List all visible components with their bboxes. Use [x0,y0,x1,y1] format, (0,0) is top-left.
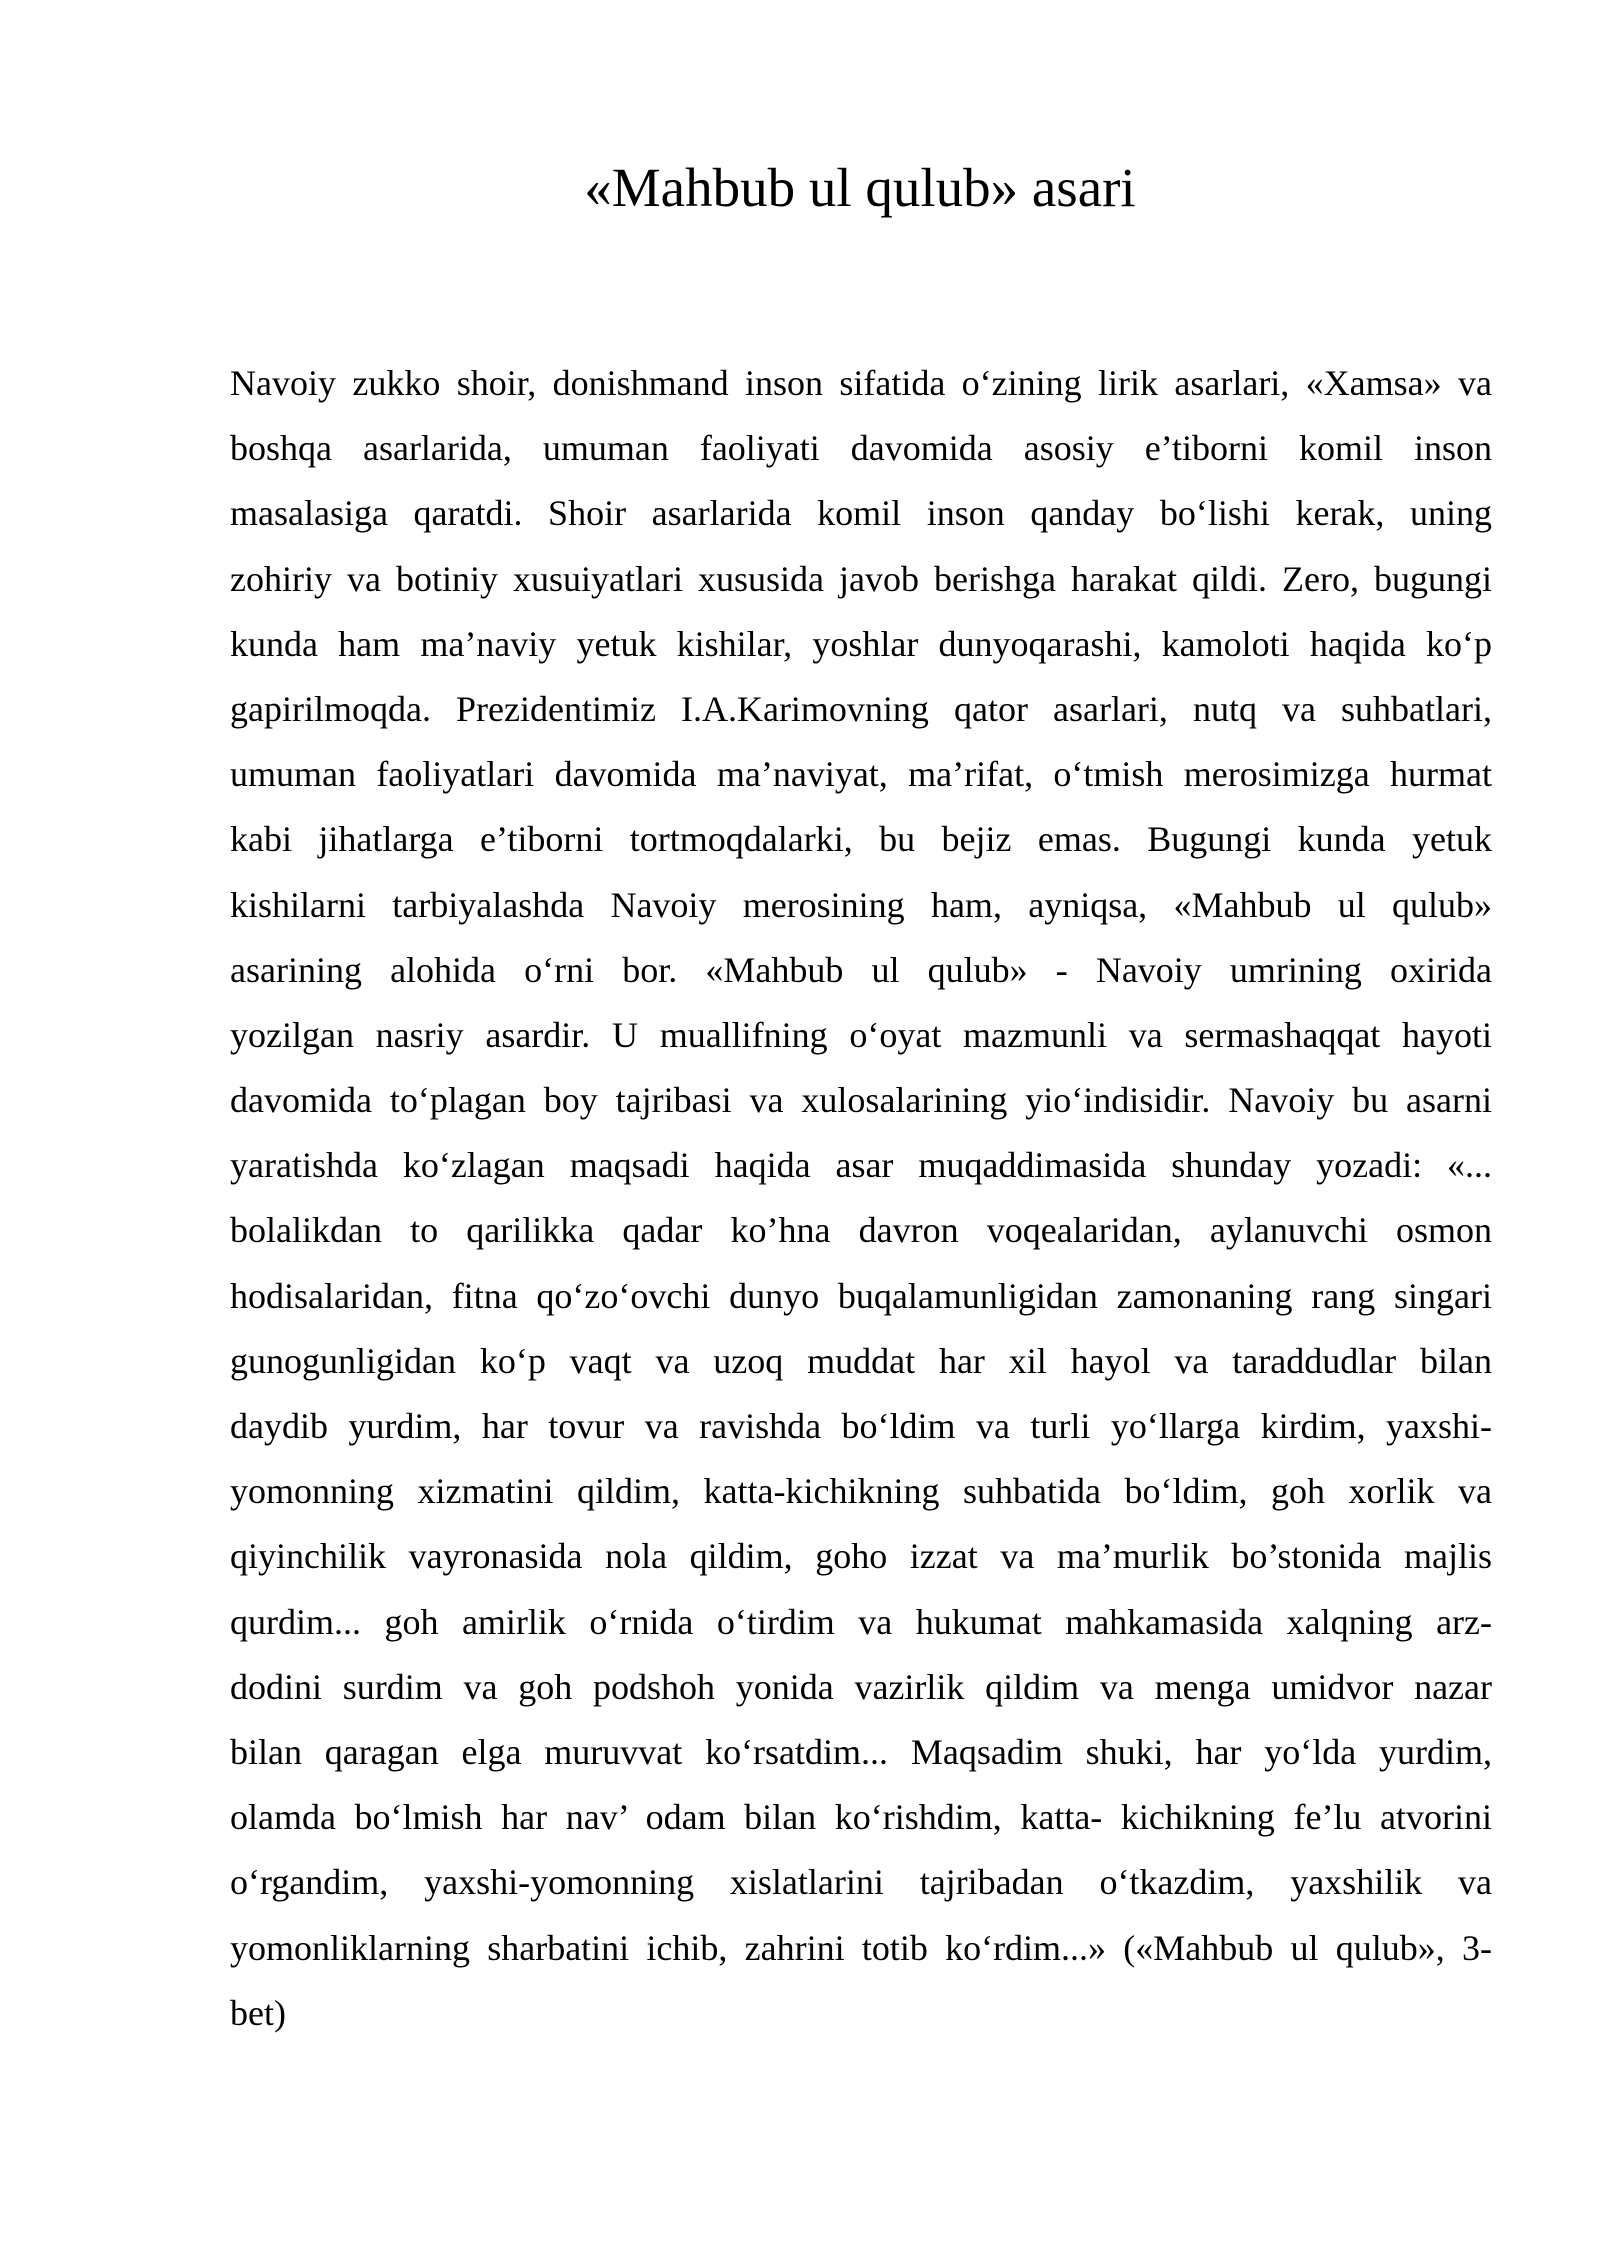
text-line: yaratishda ko‘zlagan maqsadi haqida asar muqaddimasida shunday yozadi: «... [230,1145,1492,1186]
text-line: umuman faoliyatlari davomida ma’naviyat, ma’rifat, o‘tmish merosimizga hurmat [230,754,1492,795]
text-line: bilan qaragan elga muruvvat ko‘rsatdim... Maqsadim shuki, har yo‘lda yurdim, [230,1731,1492,1772]
text-line: hodisalaridan, fitna qo‘zo‘ovchi dunyo buqalamunligidan zamonaning rang singari [230,1275,1492,1316]
text-line: o‘rgandim, yaxshi-yomonning xislatlarini tajribadan o‘tkazdim, yaxshilik va [230,1862,1492,1903]
text-line: kishilarni tarbiyalashda Navoiy merosining ham, ayniqsa, «Mahbub ul qulub» [230,884,1492,925]
text-line: asarining alohida o‘rni bor. «Mahbub ul qulub» - Navoiy umrining oxirida [230,949,1492,990]
text-line: yozilgan nasriy asardir. U muallifning o‘oyat mazmunli va sermashaqqat hayoti [230,1014,1492,1055]
document-title: «Mahbub ul qulub» asari [584,157,1136,218]
text-line: gapirilmoqda. Prezidentimiz I.A.Karimovning qator asarlari, nutq va suhbatlari, [230,688,1492,729]
text-line: qiyinchilik vayronasida nola qildim, goho izzat va ma’murlik bo’stonida majlis [230,1536,1492,1577]
text-line: davomida to‘plagan boy tajribasi va xulosalarining yio‘indisidir. Navoiy bu asarni [230,1080,1492,1121]
text-line: Navoiy zukko shoir, donishmand inson sifatida o‘zining lirik asarlari, «Xamsa» va [230,363,1492,403]
text-line: yomonliklarning sharbatini ichib, zahrini totib ko‘rdim...» («Mahbub ul qulub», 3- [230,1927,1492,1968]
text-line: bolalikdan to qarilikka qadar ko’hna davron voqealaridan, aylanuvchi osmon [230,1210,1492,1251]
text-line: olamda bo‘lmish har nav’ odam bilan ko‘rishdim, katta- kichikning fe’lu atvorini [230,1797,1492,1838]
text-line: daydib yurdim, har tovur va ravishda bo‘ldim va turli yo‘llarga kirdim, yaxshi- [230,1406,1492,1446]
text-line: yomonning xizmatini qildim, katta-kichikning suhbatida bo‘ldim, goh xorlik va [230,1471,1492,1512]
body-paragraph [230,351,1492,2046]
text-line: dodini surdim va goh podshoh yonida vazirlik qildim va menga umidvor nazar [230,1666,1492,1707]
text-line: bet) [230,1992,286,2033]
text-line: kunda ham ma’naviy yetuk kishilar, yoshlar dunyoqarashi, kamoloti haqida ko‘p [230,623,1492,664]
text-line: qurdim... goh amirlik o‘rnida o‘tirdim va hukumat mahkamasida xalqning arz- [230,1601,1492,1642]
text-line: zohiriy va botiniy xusuiyatlari xususida javob berishga harakat qildi. Zero, bugungi [230,558,1492,599]
text-line: kabi jihatlarga e’tiborni tortmoqdalarki, bu bejiz emas. Bugungi kunda yetuk [230,819,1492,860]
text-line: gunogunligidan ko‘p vaqt va uzoq muddat har xil hayol va taraddudlar bilan [230,1340,1492,1381]
text-line: masalasiga qaratdi. Shoir asarlarida komil inson qanday bo‘lishi kerak, uning [230,493,1492,534]
text-line: boshqa asarlarida, umuman faoliyati davomida asosiy e’tiborni komil inson [230,428,1492,469]
